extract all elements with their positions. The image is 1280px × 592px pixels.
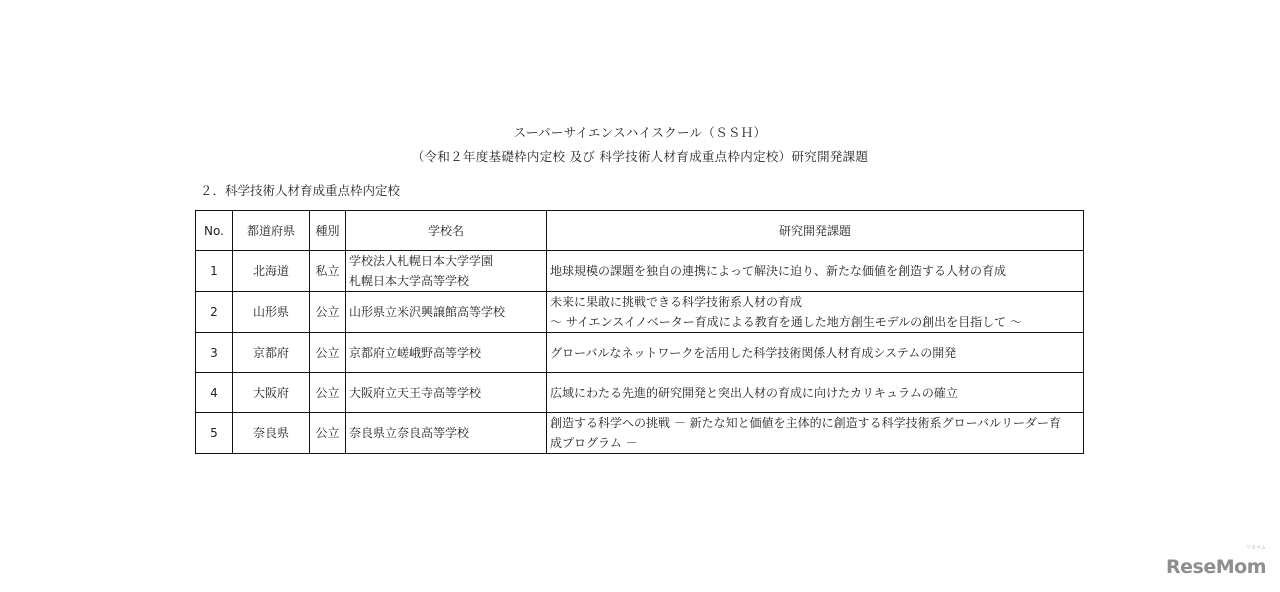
cell-prefecture: 北海道 [233, 251, 310, 292]
cell-theme [547, 333, 1084, 373]
theme-line: 創造する科学への挑戦 － 新たな知と価値を主体的に創造する科学技術系グローバルリーダー育 [550, 416, 1062, 430]
cell-no: 1 [196, 251, 233, 292]
watermark-subtext: リセマム [1246, 545, 1266, 551]
cell-prefecture: 山形県 [233, 292, 310, 333]
school-name-line: 奈良県立奈良高等学校 [349, 426, 470, 440]
cell-type: 公立 [310, 373, 346, 413]
cell-school [346, 373, 547, 413]
theme-line: グローバルなネットワークを活用した科学技術関係人材育成システムの開発 [550, 345, 957, 360]
header-no: No. [196, 211, 233, 251]
cell-school [346, 251, 547, 292]
header-prefecture: 都道府県 [233, 211, 310, 251]
cell-school [346, 413, 547, 454]
document-subtitle: （令和２年度基礎枠内定校 及び 科学技術人材育成重点枠内定校）研究開発課題 [411, 149, 869, 164]
theme-line: 広域にわたる先進的研究開発と突出人材の育成に向けたカリキュラムの確立 [550, 385, 958, 400]
header-type: 種別 [310, 211, 346, 251]
cell-prefecture: 京都府 [233, 333, 310, 373]
cell-type: 公立 [310, 333, 346, 373]
cell-no: 2 [196, 292, 233, 333]
cell-theme [547, 292, 1084, 333]
school-name-line: 学校法人札幌日本大学学園 [349, 254, 494, 268]
cell-prefecture: 大阪府 [233, 373, 310, 413]
school-name-line: 山形県立米沢興譲館高等学校 [349, 305, 506, 319]
table-row [196, 251, 1084, 292]
cell-theme [547, 251, 1084, 292]
cell-type: 公立 [310, 292, 346, 333]
document-title: スーパーサイエンスハイスクール（ＳＳＨ） [513, 125, 767, 140]
theme-line: 未来に果敢に挑戦できる科学技術系人材の育成 [550, 295, 803, 309]
school-name-line: 大阪府立天王寺高等学校 [349, 385, 482, 400]
cell-school [346, 292, 547, 333]
cell-no: 5 [196, 413, 233, 454]
table-row [196, 292, 1084, 333]
resemom-logo: ReseMom [1166, 556, 1266, 578]
theme-line: 地球規模の課題を独自の連携によって解決に迫り、新たな価値を創造する人材の育成 [550, 264, 1007, 278]
section-heading: ２．科学技術人材育成重点枠内定校 [200, 183, 401, 198]
cell-theme [547, 413, 1084, 454]
header-theme: 研究開発課題 [547, 211, 1084, 251]
table-row [196, 373, 1084, 413]
table-row [196, 413, 1084, 454]
cell-no: 3 [196, 333, 233, 373]
schools-table [195, 210, 1084, 454]
table-header-row [196, 211, 1084, 251]
cell-no: 4 [196, 373, 233, 413]
cell-type: 公立 [310, 413, 346, 454]
school-name-line: 札幌日本大学高等学校 [349, 274, 470, 288]
school-name-line: 京都府立嵯峨野高等学校 [349, 345, 482, 360]
theme-line: 成プログラム － [550, 436, 638, 450]
header-school: 学校名 [346, 211, 547, 251]
table-row [196, 333, 1084, 373]
cell-school [346, 333, 547, 373]
theme-line: ～ サイエンスイノベーター育成による教育を通した地方創生モデルの創出を目指して ～ [550, 315, 1022, 329]
cell-theme [547, 373, 1084, 413]
cell-prefecture: 奈良県 [233, 413, 310, 454]
cell-type: 私立 [310, 251, 346, 292]
